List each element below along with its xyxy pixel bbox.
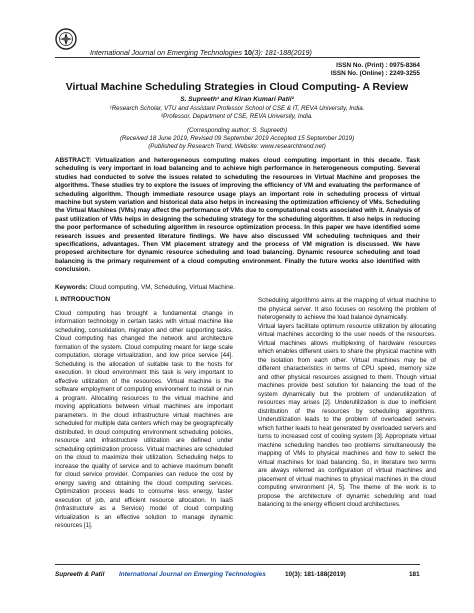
body-paragraph: Virtual layers facilitate optimum resource utilization by allocating virtual machines according to the user needs of the resources. Virtual machines allows multiplexing of hardware resources which enables different users to share the physical machine with the isolation from each other. Virtual machines may be of different characteristics in terms of CPU speed, memory size and other physical resources assigned to them. Though virtual machines provide best solution for balancing the load of the system dynamically but the problem of underutilization of resources may arises [2]. Underutilization is due to inefficient distribution of the resources by scheduling algorithms. Underutilization leads to the problem of overloaded servers which further leads to heat generated by overloaded servers and turns to increased cost of cooling system [3]. Appropriate virtual machine scheduling handles two problems simultaneously the mapping of VMs to physical machines and how to select the virtual machines for load balancing. So, in literature two terms are always referred as configuration of virtual machines and placement of virtual machines to physical machines in the cloud computing environment [4, 5]. The theme of the work is to propose the architecture of dynamic scheduling and load balancing to the energy efficient cloud architectures. — [258, 322, 436, 508]
journal-citation: International Journal on Emerging Technologies 10(3): 181-188(2019) — [90, 48, 312, 57]
publisher-line: (Published by Research Trend, Website: www.researchtrend.net) — [148, 143, 326, 150]
keywords-line — [55, 284, 420, 291]
body-column-left — [55, 296, 233, 531]
author-list: S. Supreeth¹ and Kiran Kumari Patil² — [180, 96, 294, 103]
journal-seal-icon — [55, 28, 77, 50]
issn-print: ISSN No. (Print) : 0975-8364 — [336, 62, 420, 69]
footer-authors: Supreeth & Patil — [55, 571, 105, 578]
page-number: 181 — [409, 571, 420, 578]
body-paragraph: Cloud computing has brought a fundamental change in information technology in certain tasks with virtual machine like scheduling, consolidation, migration and other supporting tasks. Cloud computing has changed the network and architecture formation of the system. Cloud computing meant for large scale computation, storage virtualization, and low price service [44]. Scheduling is the allocation of suitable task to the hosts for execution. In cloud environment this task is very important to effective utilization of the resources. Virtual machine is the software employment of computing environment to install or run a program. Allocating resources to the virtual machine and moving applications between virtual machines are important parameters. In the cloud infrastructure virtual machines are scheduled for multiple data centers which may be geographically distributed. In cloud computing environment scheduling policies, resource and infrastructure utilization are defined under scheduling optimization process. Virtual machines are scheduled on the cloud to maximize their utilization. Scheduling helps to increase the quality of service and to achieve maximum benefit for cloud service provider. Companies can reduce the cost by energy saving and obtaining the cloud computing services. Optimization process leads to consume less energy, faster execution of job, and efficient resource allocation. In IaaS (Infrastructure as a Service) model of cloud computing virtualization is an effective solution to manage dynamic resources [1]. — [55, 309, 233, 529]
body-paragraph: Scheduling algorithms aims at the mapping of virtual machine to the physical server. It also focuses on resolving the problem of heterogeneity to achieve the load balance dynamically. — [258, 297, 436, 321]
abstract-paragraph: ABSTRACT: Virtualization and heterogeneous computing makes cloud computing important in this decade. Task scheduling is very important in load balancing and to achieve high performance in heterogeneous computing. Several studies had conducted to solve the issues related to scheduling the resources in Virtual Machine and proposes the algorithms. These studies try to explore the issues of improving the efficiency of VM and evaluating the performance of scheduling algorithm. Though immediate resource usage plays an important role in scheduling process of virtual machine but system variation and historical data also helps in increasing the optimization efficiency of VMs. Scheduling the Virtual Machines (VMs) may affect the performance of VMs due to computational costs associated with it. Analysis of past utilization of VMs helps in designing the scheduling strategy for the scheduling algorithm. It also helps in reducing the poor performance of scheduling algorithm in resource optimization process. In this paper we have identified some research issues and presented literature findings. We have also discussed VM scheduling techniques and their specifications, advantages. Then VM placement strategy and the process of VM migration is discussed. We have proposed architecture for dynamic resource scheduling and load balancing. Dynamic resource scheduling and load balancing is the primary requirement of a cloud computing environment. Finally the future works also identified with conclusion. — [55, 157, 420, 274]
article-dates: (Received 18 June 2019, Revised 09 September 2019 Accepted 15 September 2019) — [119, 135, 355, 142]
keywords-label: Keywords: — [55, 284, 88, 291]
corresponding-author: (Corresponding author: S. Supreeth) — [186, 127, 288, 134]
paper-title: Virtual Machine Scheduling Strategies in Cloud Computing- A Review — [65, 82, 409, 93]
affiliation-1: ¹Research Scholar, VTU and Assistant Professor School of CSE & IT, REVA University, India. — [109, 105, 365, 112]
issn-online: ISSN No. (Online) : 2249-3255 — [330, 70, 420, 77]
footer-journal-link[interactable]: International Journal on Emerging Technologies — [119, 571, 266, 578]
keywords-text: Cloud computing, VM, Scheduling, Virtual Machine. — [87, 284, 235, 291]
affiliation-2: ²Professor, Department of CSE, REVA University, India. — [161, 113, 313, 120]
header-divider — [55, 57, 420, 58]
footer-volume: 10(3): 181-188(2019) — [285, 571, 346, 578]
footer-divider — [55, 564, 420, 565]
section-heading: I. INTRODUCTION — [55, 296, 111, 303]
body-column-right — [258, 297, 436, 510]
